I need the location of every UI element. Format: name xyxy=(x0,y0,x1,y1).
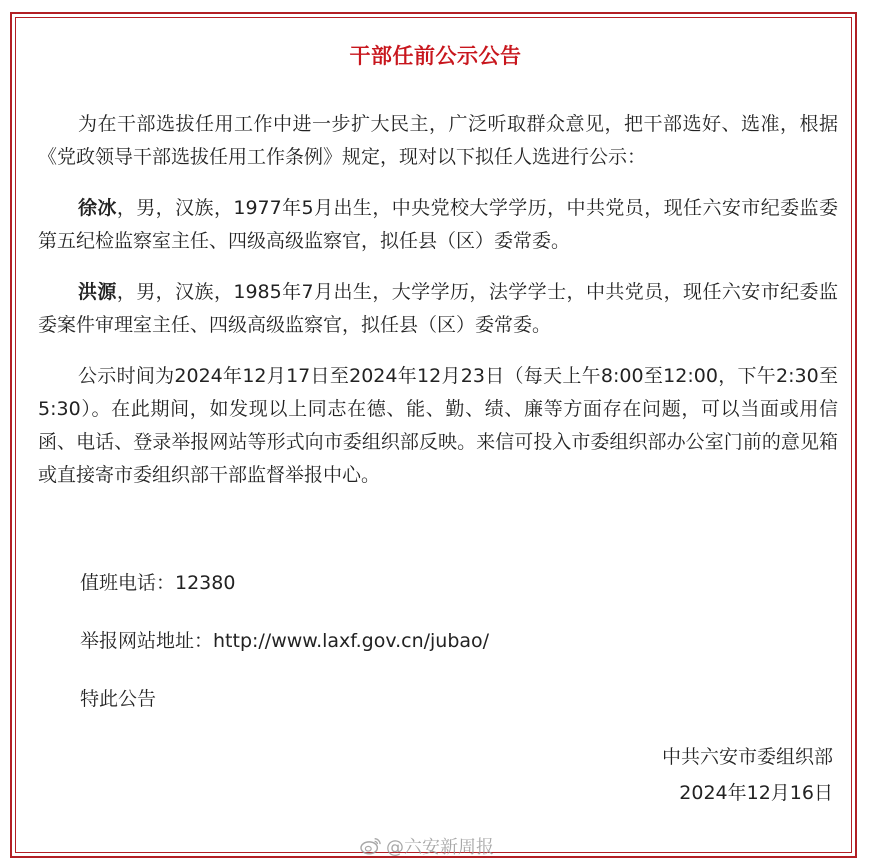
candidate-paragraph-2 xyxy=(38,276,838,342)
hotline: 值班电话：12380 xyxy=(80,572,236,594)
weibo-icon xyxy=(360,836,382,856)
issuer: 中共六安市委组织部 xyxy=(661,746,833,768)
candidate-details: ，男，汉族，1985年7月出生，大学学历，法学学士，中共党员，现任六安市纪委监委案件审理室主任、四级高级监察官，拟任县（区）委常委。 xyxy=(38,281,838,336)
watermark-text: @六安新周报 xyxy=(386,837,494,858)
candidate-details: ，男，汉族，1977年5月出生，中央党校大学学历，中共党员，现任六安市纪委监委第五纪检监察室主任、四级高级监察官，拟任县（区）委常委。 xyxy=(38,197,838,252)
candidate-paragraph-1 xyxy=(38,192,838,258)
watermark xyxy=(360,833,494,859)
candidate-name: 洪源 xyxy=(78,281,117,303)
notice-body xyxy=(38,108,838,492)
candidate-name: 徐冰 xyxy=(78,197,117,219)
notice-period-paragraph: 公示时间为2024年12月17日至2024年12月23日（每天上午8:00至12:00，下午2:30至5:30）。在此期间，如发现以上同志在德、能、勤、绩、廉等方面存在问题，可以当面或用信函、电话、登录举报网站等形式向市委组织部反映。来信可投入市委组织部办公室门前的意见箱或直接寄市委组织部干部监督举报中心。 xyxy=(38,365,838,486)
page-title: 干部任前公示公告 xyxy=(349,44,522,68)
intro-paragraph: 为在干部选拔任用工作中进一步扩大民主，广泛听取群众意见，把干部选好、选准，根据《党政领导干部选拔任用工作条例》规定，现对以下拟任人选进行公示： xyxy=(38,113,838,168)
issue-date: 2024年12月16日 xyxy=(679,782,833,804)
closing-text: 特此公告 xyxy=(80,688,157,710)
report-website: 举报网站地址：http://www.laxf.gov.cn/jubao/ xyxy=(80,630,490,652)
